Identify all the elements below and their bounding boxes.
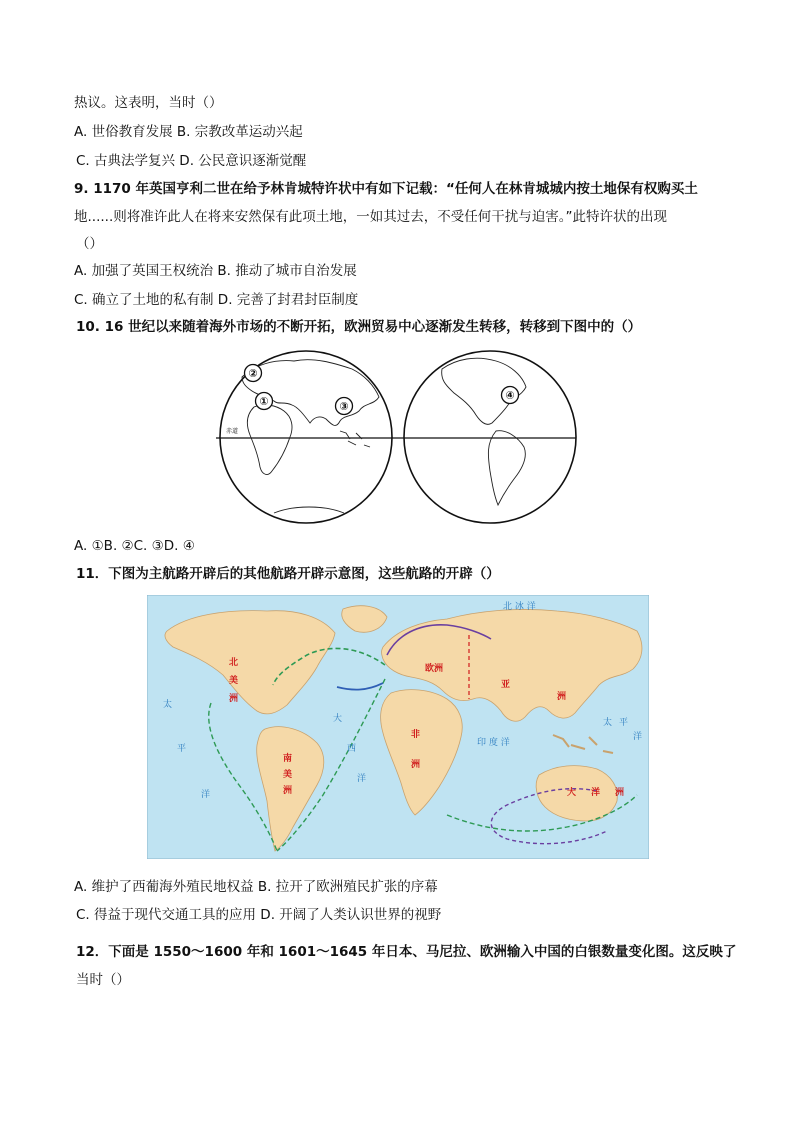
- world-hemispheres-figure: [214, 345, 579, 525]
- svg-text:赤道: 赤道: [226, 428, 239, 435]
- question-9-stem-1: 9. 1170 年英国亨利二世在给予林肯城特许状中有如下记载：“任何人在林肯城城内按土地保有权购买土: [74, 181, 698, 197]
- label-north-america-1: 北: [229, 658, 239, 668]
- question-10-stem: 10. 16 世纪以来随着海外市场的不断开拓，欧洲贸易中心逐渐发生转移，转移到下图中的（）: [76, 319, 642, 335]
- label-atlantic-1: 大: [333, 714, 343, 724]
- label-oceania-1: 大: [567, 788, 577, 798]
- label-pacific-left-2: 平: [177, 744, 187, 754]
- q9-options-cd: C. 确立了土地的私有制 D. 完善了封君封臣制度: [74, 292, 359, 308]
- globe-marker-3: [336, 398, 353, 415]
- label-atlantic-3: 洋: [357, 774, 367, 784]
- label-oceania-2: 洋: [591, 788, 601, 798]
- globe-marker-4: [502, 387, 519, 404]
- q11-options-cd: C. 得益于现代交通工具的应用 D. 开阔了人类认识世界的视野: [76, 907, 442, 923]
- label-pacific-right-1: 太: [603, 718, 613, 728]
- globe-marker-1: [256, 393, 273, 410]
- question-9-stem-3: （）: [76, 236, 103, 252]
- question-12-stem-2: 当时（）: [76, 972, 130, 988]
- label-africa-2: 洲: [411, 760, 421, 770]
- label-africa-1: 非: [411, 730, 421, 740]
- q10-options: A. ①B. ②C. ③D. ④: [74, 538, 195, 554]
- label-arctic-ocean: 北 冰 洋: [503, 602, 536, 612]
- label-indian-ocean: 印 度 洋: [477, 738, 510, 748]
- new-routes-map-figure: [147, 595, 649, 859]
- label-south-america-1: 南: [283, 754, 293, 764]
- q9-options-ab: A. 加强了英国王权统治 B. 推动了城市自治发展: [74, 263, 357, 279]
- question-9-stem-2: 地......则将准许此人在将来安然保有此项土地，一如其过去，不受任何干扰与迫害。”此特许状的出现: [74, 209, 667, 225]
- question-11-stem: 11．下图为主航路开辟后的其他航路开辟示意图，这些航路的开辟（）: [76, 566, 500, 582]
- svg-text:③: ③: [339, 400, 349, 413]
- globe-marker-2: [245, 365, 262, 382]
- label-south-america-3: 洲: [283, 786, 293, 796]
- svg-text:②: ②: [248, 367, 258, 380]
- question-8-stem-tail: 热议。这表明，当时（）: [74, 95, 223, 111]
- svg-text:①: ①: [259, 395, 269, 408]
- label-asia-1: 亚: [501, 680, 511, 690]
- q11-options-ab: A. 维护了西葡海外殖民地权益 B. 拉开了欧洲殖民扩张的序幕: [74, 879, 438, 895]
- label-pacific-left-3: 洋: [201, 790, 211, 800]
- svg-text:④: ④: [505, 389, 515, 402]
- question-12-stem-1: 12．下面是 1550～1600 年和 1601～1645 年日本、马尼拉、欧洲输入中国的白银数量变化图。这反映了: [76, 944, 737, 960]
- label-south-america-2: 美: [283, 770, 293, 780]
- q8-options-ab: A. 世俗教育发展 B. 宗教改革运动兴起: [74, 124, 303, 140]
- label-atlantic-2: 西: [347, 744, 357, 754]
- label-pacific-left-1: 太: [163, 700, 173, 710]
- label-pacific-right-2: 平: [619, 718, 629, 728]
- label-europe: 欧洲: [425, 664, 444, 674]
- q8-options-cd: C. 古典法学复兴 D. 公民意识逐渐觉醒: [76, 153, 307, 169]
- label-north-america-3: 洲: [229, 694, 239, 704]
- label-oceania-3: 洲: [615, 788, 625, 798]
- label-asia-2: 洲: [557, 692, 567, 702]
- label-pacific-right-3: 洋: [633, 732, 643, 742]
- western-hemisphere: [404, 351, 576, 523]
- label-north-america-2: 美: [229, 676, 239, 686]
